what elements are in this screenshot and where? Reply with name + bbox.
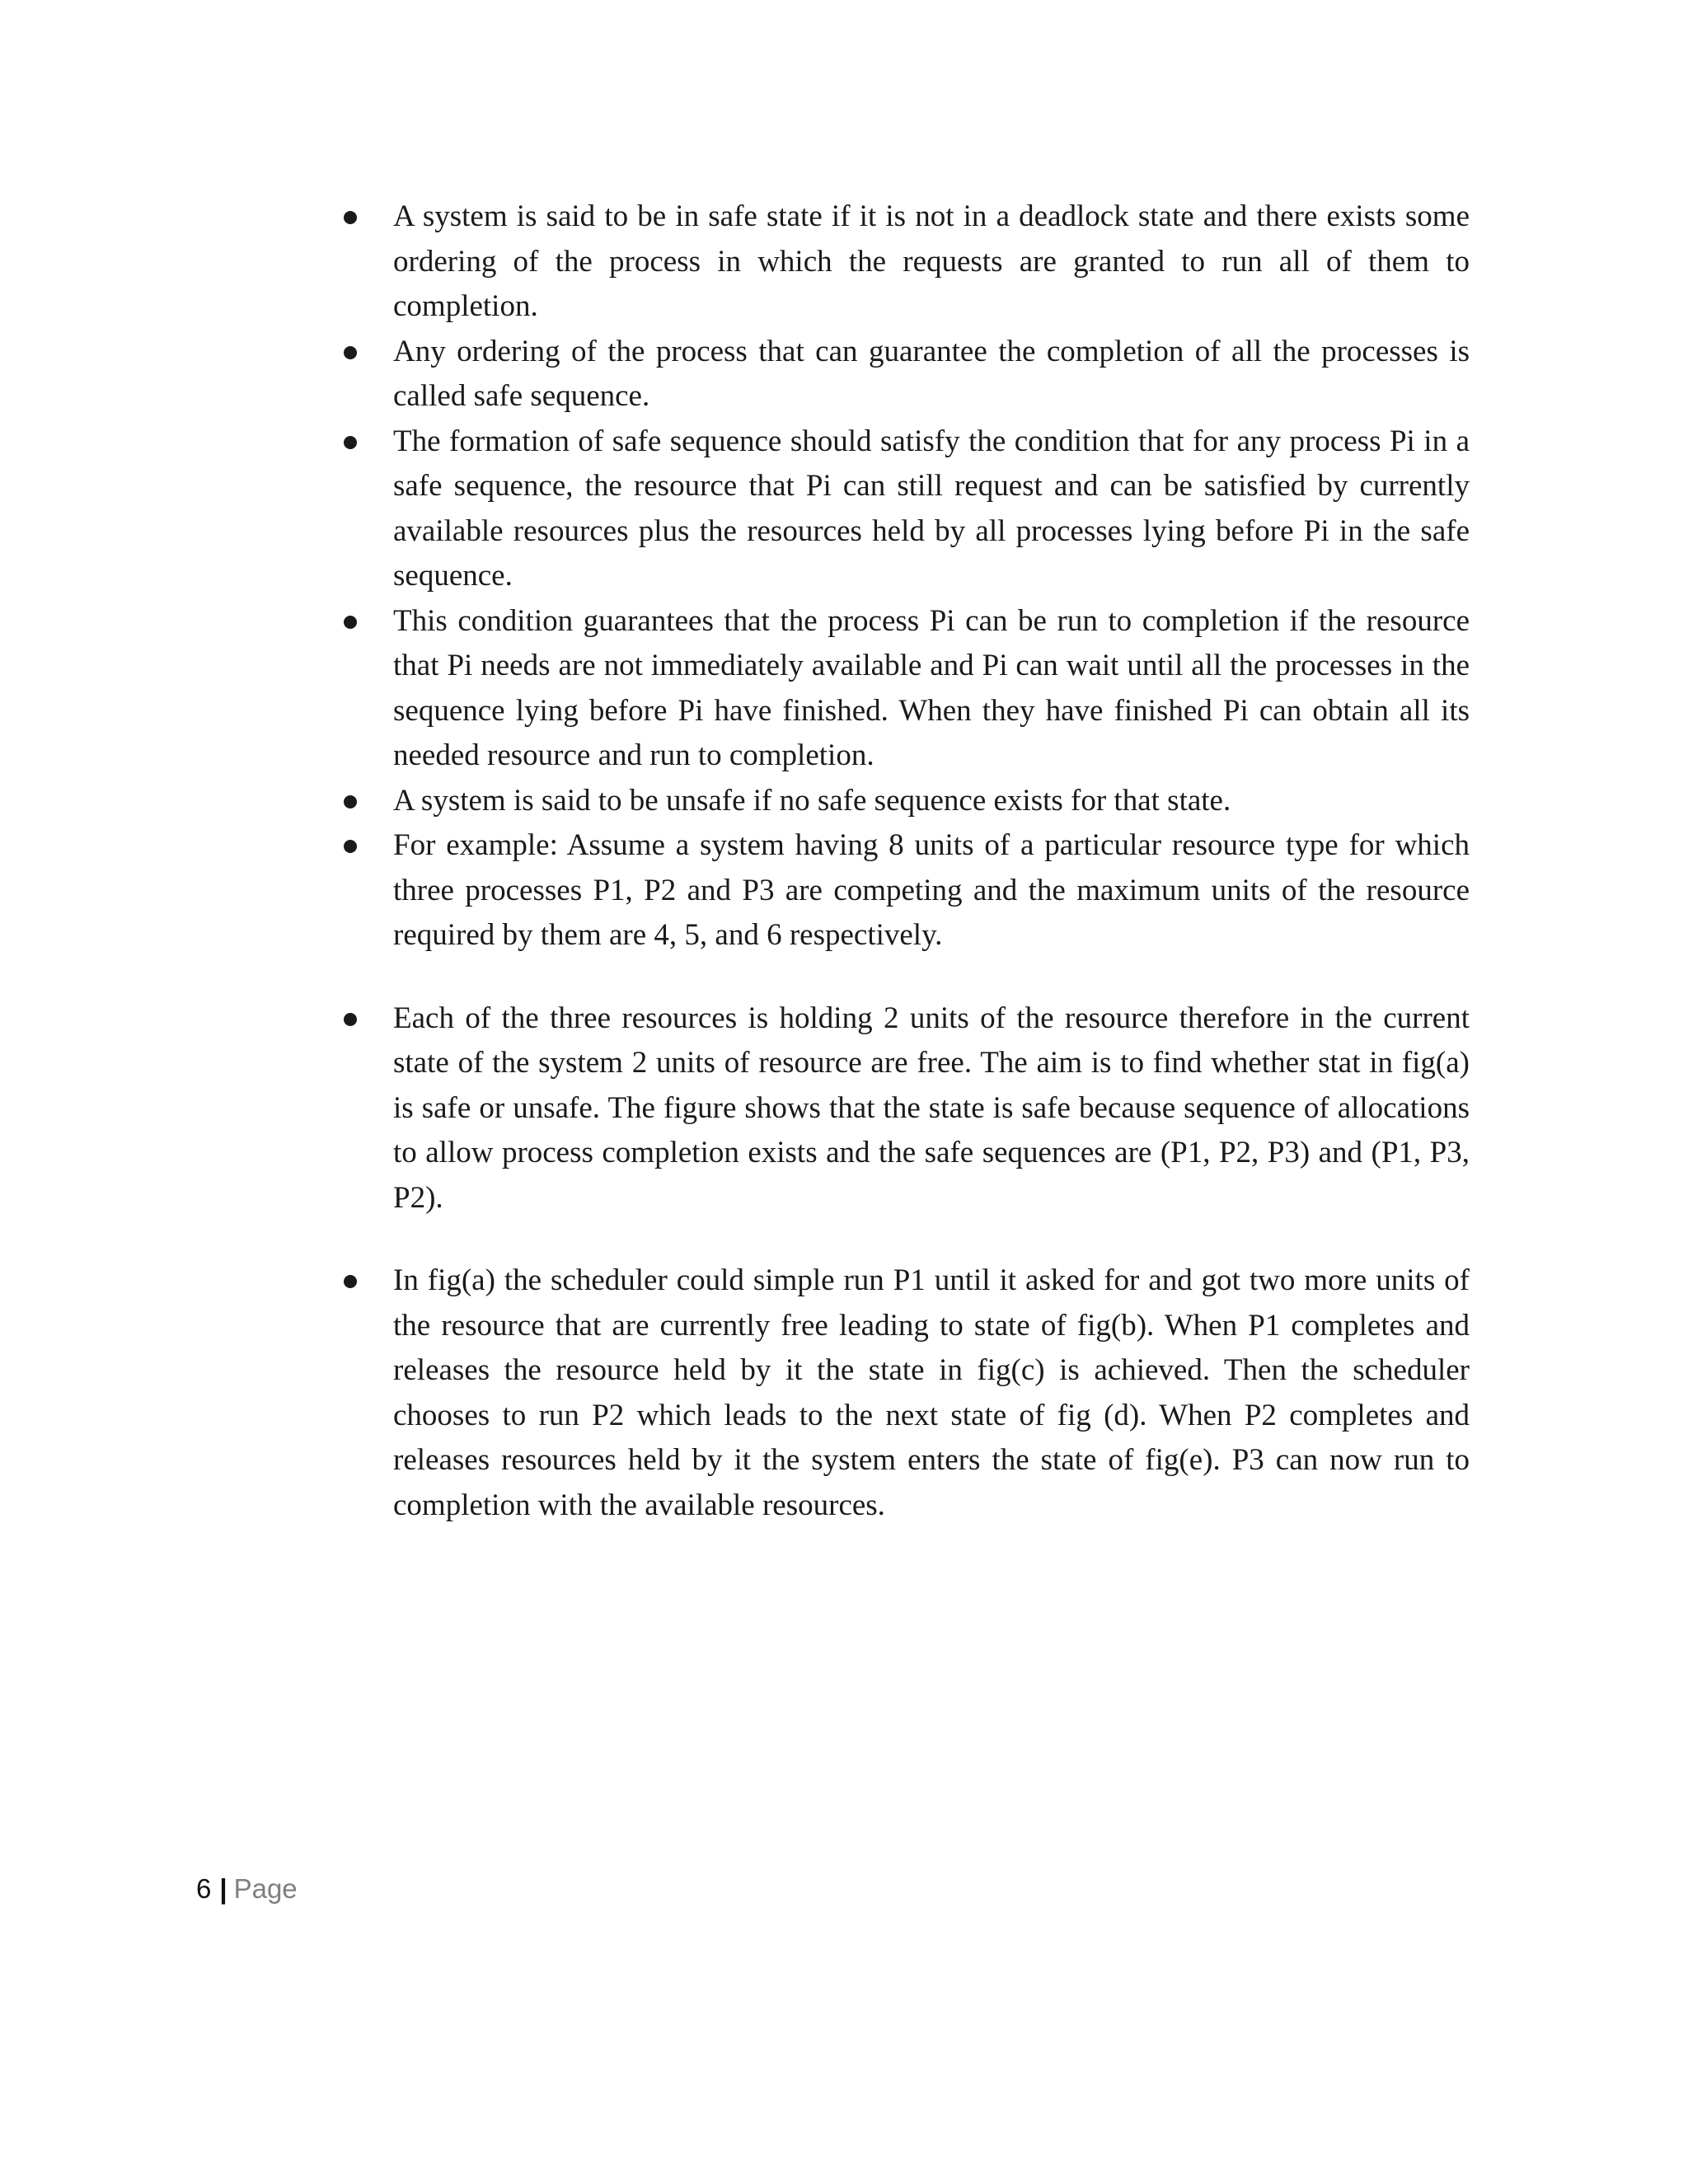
bullet-dot-icon [344,616,357,629]
bullet-dot-icon [344,1013,357,1026]
page-body [342,194,1470,1528]
bullet-text: Each of the three resources is holding 2 units of the resource therefore in the current state of the system 2 units of resource are free. The aim is to find whether stat in fig(a) is safe or unsafe. The figure shows that the state is safe because sequence of allocations to allow process completion exists and the safe sequences are (P1, P2, P3) and (P1, P3, P2). [393,1001,1470,1215]
bullet-dot-icon [344,795,357,808]
bullet-item-safe-sequence-condition [342,419,1470,599]
bullet-text: For example: Assume a system having 8 units of a particular resource type for which three processes P1, P2 and P3 are competing and the maximum units of the resource required by them are 4, 5, and 6 respectively. [393,828,1470,952]
bullet-item-safe-sequence [342,330,1470,419]
bullet-item-unsafe-state [342,779,1470,824]
page-footer [196,1872,298,1905]
bullet-dot-icon [344,436,357,449]
bullet-item-figure-a [342,996,1470,1221]
page-label: Page [233,1873,298,1904]
bullet-dot-icon [344,346,357,359]
bullet-item-completion-guarantee [342,599,1470,779]
bullet-dot-icon [344,211,357,224]
bullet-text: In fig(a) the scheduler could simple run P1 until it asked for and got two more units of the resource that are currently free leading to state of fig(b). When P1 completes and releases the resource held by it the state in fig(c) is achieved. Then the scheduler chooses to run P2 which leads to the next state of fig (d). When P2 completes and releases resources held by it the system enters the state of fig(e). P3 can now run to completion with the available resources. [393,1263,1470,1522]
bullet-text: The formation of safe sequence should satisfy the condition that for any process Pi in a safe sequence, the resource that Pi can still request and can be satisfied by currently available resources plus the resources held by all processes lying before Pi in the safe sequence. [393,424,1470,593]
bullet-list [342,194,1470,1528]
bullet-dot-icon [344,1275,357,1288]
bullet-text: Any ordering of the process that can guarantee the completion of all the processes is called safe sequence. [393,334,1470,413]
bullet-item-safe-state [342,194,1470,330]
bullet-text: A system is said to be in safe state if it is not in a deadlock state and there exists some ordering of the process in which the requests are granted to run all of them to completion. [393,199,1470,323]
bullet-text: A system is said to be unsafe if no safe sequence exists for that state. [393,783,1231,818]
footer-separator: | [219,1873,227,1904]
bullet-dot-icon [344,840,357,853]
bullet-item-scheduler-run [342,1258,1470,1528]
bullet-text: This condition guarantees that the process Pi can be run to completion if the resource that Pi needs are not immediately available and Pi can wait until all the processes in the sequence lying before Pi have finished. When they have finished Pi can obtain all its needed resource and run to completion. [393,603,1470,772]
page-number: 6 [196,1873,212,1904]
bullet-item-example [342,823,1470,958]
